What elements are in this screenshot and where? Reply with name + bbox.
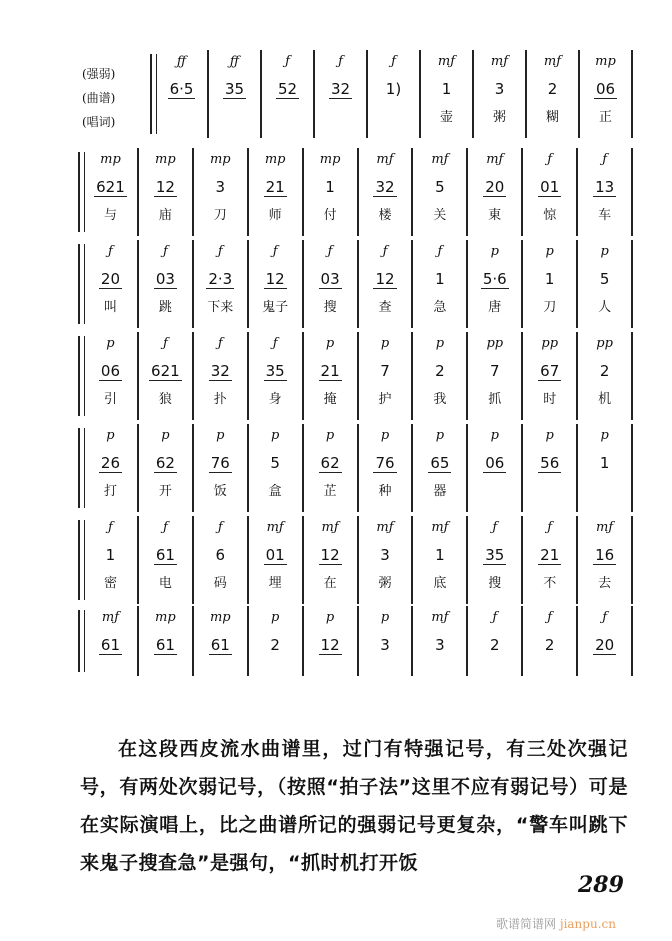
note-numbers: 12	[320, 636, 340, 654]
dynamic-mark: pp	[486, 336, 504, 351]
measure	[139, 606, 194, 676]
lyric: 掩	[323, 392, 337, 407]
lyric: 关	[433, 208, 447, 223]
lyric: 底	[433, 576, 447, 591]
note-numbers: 76	[210, 454, 230, 472]
measure	[249, 332, 304, 420]
measure	[523, 606, 578, 676]
row-labels	[82, 62, 148, 134]
measure	[304, 424, 359, 512]
dynamic-mark: ƒ	[391, 54, 396, 69]
note-numbers: 621	[151, 362, 180, 380]
watermark	[496, 915, 616, 932]
measure	[413, 606, 468, 676]
dynamic-mark: mƒ	[376, 520, 394, 535]
note-numbers: 1	[325, 178, 335, 196]
dynamic-mark: mƒ	[486, 152, 504, 167]
measure	[139, 148, 194, 236]
measure	[413, 516, 468, 604]
measure	[262, 50, 315, 138]
measure	[359, 424, 414, 512]
lyric: 叫	[103, 300, 117, 315]
measure	[139, 516, 194, 604]
measure	[194, 332, 249, 420]
measure	[359, 240, 414, 328]
measure	[359, 516, 414, 604]
lyric: 查	[378, 300, 392, 315]
measure	[468, 516, 523, 604]
note-numbers: 03	[320, 270, 340, 288]
staff-row	[78, 148, 633, 236]
dynamic-mark: ƒ	[162, 520, 168, 535]
lyric: 去	[598, 576, 612, 591]
lyric: 时	[543, 392, 557, 407]
watermark-text: 歌谱简谱网	[496, 917, 557, 931]
note-numbers: 5	[599, 270, 610, 288]
dynamic-mark: p	[271, 428, 280, 443]
note-numbers: 13	[595, 178, 615, 196]
label-dynamics: (强弱)	[82, 67, 116, 81]
note-numbers: 32	[210, 362, 230, 380]
note-numbers: 2	[547, 80, 558, 98]
dynamic-mark: p	[380, 428, 390, 443]
dynamic-mark: ƒ	[602, 152, 608, 167]
note-numbers: 35	[265, 362, 285, 380]
dynamic-mark: ƒ	[437, 244, 443, 259]
lyric: 急	[433, 300, 447, 315]
measure	[139, 240, 194, 328]
note-numbers: 35	[485, 546, 505, 564]
paragraph-text: 在这段西皮流水曲谱里，过门有特强记号，有三处次强记号，有两处次弱记号，（按照“拍子法”这里不应有弱记号）可是在实际演唱上，比之曲谱所记的强弱记号更复杂，“警车叫跳下来鬼子搜查急”是强句，“抓时机打开饭	[80, 738, 628, 874]
measure	[578, 240, 633, 328]
note-numbers: 1	[599, 454, 610, 472]
measure	[249, 516, 304, 604]
measure	[413, 424, 468, 512]
note-numbers: 20	[100, 270, 120, 288]
measure	[194, 148, 249, 236]
measure	[249, 148, 304, 236]
note-numbers: 32	[375, 178, 395, 196]
note-numbers: 12	[265, 270, 285, 288]
note-numbers: 61	[155, 546, 175, 564]
lyric: 扑	[213, 392, 227, 407]
measure	[249, 240, 304, 328]
dynamic-mark: p	[600, 244, 609, 259]
note-numbers: 62	[320, 454, 340, 472]
lyric: 下来	[207, 300, 234, 315]
dynamic-mark: mƒ	[543, 54, 562, 69]
note-numbers: 5·6	[482, 270, 507, 288]
page-number: 289	[578, 872, 624, 898]
lyric: 糊	[545, 110, 559, 125]
note-numbers: 3	[215, 178, 226, 196]
measure	[359, 332, 414, 420]
dynamic-mark: ƒ	[327, 244, 333, 259]
measure	[468, 424, 523, 512]
dynamic-mark: mƒ	[596, 520, 614, 535]
dynamic-mark: mp	[595, 54, 616, 69]
lyric: 机	[598, 392, 612, 407]
dynamic-mark: p	[545, 244, 554, 259]
note-numbers: 16	[595, 546, 615, 564]
note-numbers: 21	[320, 362, 340, 380]
measure	[209, 50, 262, 138]
note-numbers: 3	[435, 636, 445, 654]
dynamic-mark: ƒ	[492, 610, 498, 625]
note-numbers: 61	[210, 636, 230, 654]
note-numbers: 3	[380, 636, 390, 654]
measure	[304, 240, 359, 328]
lyric: 刀	[543, 300, 557, 315]
measure	[468, 332, 523, 420]
note-numbers: 76	[375, 454, 395, 472]
lyric: 東	[488, 208, 502, 223]
label-lyrics: (唱词)	[82, 115, 116, 129]
measure	[249, 606, 304, 676]
note-numbers: 2	[435, 362, 445, 380]
body-paragraph	[80, 730, 628, 882]
measure	[578, 516, 633, 604]
note-numbers: 01	[540, 178, 560, 196]
measure	[84, 148, 139, 236]
dynamic-mark: p	[545, 428, 554, 443]
lyric: 壶	[439, 110, 453, 125]
note-numbers: 7	[380, 362, 390, 380]
note-numbers: 06	[485, 454, 505, 472]
note-numbers: 52	[277, 80, 298, 98]
dynamic-mark: ƒ	[285, 54, 290, 69]
measure	[368, 50, 421, 138]
dynamic-mark: mƒ	[321, 520, 339, 535]
note-numbers: 3	[380, 546, 390, 564]
measure	[474, 50, 527, 138]
lyric: 狼	[158, 392, 172, 407]
lyric: 粥	[378, 576, 392, 591]
measure	[413, 332, 468, 420]
measure	[194, 240, 249, 328]
note-numbers: 1	[435, 546, 445, 564]
dynamic-mark: ƒƒ	[176, 54, 187, 69]
note-numbers: 61	[100, 636, 120, 654]
dynamic-mark: p	[325, 336, 335, 351]
note-numbers: 3	[494, 80, 505, 98]
lyric: 跳	[158, 300, 172, 315]
dynamic-mark: pp	[541, 336, 559, 351]
measure	[84, 240, 139, 328]
note-numbers: 1	[105, 546, 116, 564]
measure	[578, 606, 633, 676]
note-numbers: 5	[435, 178, 445, 196]
dynamic-mark: p	[490, 244, 499, 259]
note-numbers: 62	[155, 454, 175, 472]
dynamic-mark: p	[216, 428, 225, 443]
measure	[523, 516, 578, 604]
lyric: 饭	[213, 484, 227, 499]
note-numbers: 06	[100, 362, 120, 380]
measure	[580, 50, 633, 138]
dynamic-mark: ƒ	[602, 610, 608, 625]
dynamic-mark: ƒ	[547, 610, 553, 625]
lyric: 埋	[268, 576, 282, 591]
staff-row	[78, 424, 633, 512]
lyric: 与	[103, 208, 117, 223]
lyric: 庙	[158, 208, 172, 223]
dynamic-mark: p	[435, 428, 445, 443]
watermark-domain: jianpu.cn	[559, 917, 616, 931]
dynamic-mark: ƒƒ	[229, 54, 240, 69]
note-numbers: 1	[435, 270, 445, 288]
lyric: 在	[323, 576, 337, 591]
dynamic-mark: p	[380, 610, 390, 625]
dynamic-mark: mp	[209, 610, 231, 625]
note-numbers: 65	[430, 454, 450, 472]
lyric: 芷	[323, 484, 337, 499]
measure	[359, 148, 414, 236]
lyric: 打	[103, 484, 117, 499]
dynamic-mark: ƒ	[547, 152, 553, 167]
measure	[578, 424, 633, 512]
lyric: 开	[158, 484, 172, 499]
note-numbers: 35	[224, 80, 245, 98]
measure	[304, 516, 359, 604]
note-numbers: 26	[100, 454, 120, 472]
measure	[578, 332, 633, 420]
dynamic-mark: p	[106, 428, 115, 443]
dynamic-mark: ƒ	[108, 520, 113, 535]
dynamic-mark: p	[106, 336, 115, 351]
lyric: 电	[158, 576, 172, 591]
lyric: 护	[378, 392, 392, 407]
dynamic-mark: mƒ	[431, 610, 449, 625]
measure	[194, 516, 249, 604]
dynamic-mark: p	[325, 428, 335, 443]
note-numbers: 5	[270, 454, 280, 472]
note-numbers: 2	[490, 636, 500, 654]
dynamic-mark: mp	[155, 152, 176, 167]
measure	[413, 240, 468, 328]
note-numbers: 12	[320, 546, 340, 564]
note-numbers: 2·3	[208, 270, 233, 288]
lyric: 身	[268, 392, 282, 407]
measure	[194, 606, 249, 676]
lyric: 鬼子	[262, 300, 289, 315]
lyric: 师	[268, 208, 282, 223]
lyric: 粥	[492, 110, 506, 125]
dynamic-mark: ƒ	[338, 54, 343, 69]
dynamic-mark: mƒ	[431, 520, 449, 535]
lyric: 抓	[488, 392, 502, 407]
note-numbers: 6·5	[169, 80, 194, 98]
measure	[249, 424, 304, 512]
dynamic-mark: ƒ	[272, 336, 278, 351]
measure	[421, 50, 474, 138]
lyric: 器	[433, 484, 447, 499]
staff-row	[78, 606, 633, 676]
note-numbers: 6	[215, 546, 226, 564]
note-numbers: 06	[595, 80, 616, 98]
note-numbers: 20	[595, 636, 615, 654]
dynamic-mark: p	[380, 336, 390, 351]
note-numbers: 2	[270, 636, 280, 654]
note-numbers: 7	[490, 362, 500, 380]
lyric: 唐	[488, 300, 502, 315]
note-numbers: 1	[544, 270, 555, 288]
staff-row	[78, 332, 633, 420]
dynamic-mark: mƒ	[431, 152, 449, 167]
measure	[359, 606, 414, 676]
note-numbers: 1)	[385, 80, 402, 98]
measure	[139, 424, 194, 512]
dynamic-mark: p	[490, 428, 499, 443]
lyric: 人	[598, 300, 612, 315]
note-numbers: 61	[155, 636, 175, 654]
dynamic-mark: ƒ	[108, 244, 113, 259]
note-numbers: 621	[96, 178, 125, 196]
note-numbers: 56	[540, 454, 560, 472]
dynamic-mark: mp	[100, 152, 121, 167]
dynamic-mark: mƒ	[490, 54, 509, 69]
measure	[84, 332, 139, 420]
measure	[304, 148, 359, 236]
measure	[194, 424, 249, 512]
note-numbers: 21	[540, 546, 560, 564]
measure	[304, 606, 359, 676]
lyric: 搜	[323, 300, 337, 315]
dynamic-mark: ƒ	[217, 336, 223, 351]
label-notation: (曲谱)	[82, 91, 116, 105]
lyric: 楼	[378, 208, 392, 223]
lyric: 正	[598, 110, 612, 125]
dynamic-mark: mp	[155, 610, 176, 625]
dynamic-mark: pp	[596, 336, 613, 351]
dynamic-mark: ƒ	[492, 520, 498, 535]
measure	[84, 424, 139, 512]
dynamic-mark: p	[271, 610, 280, 625]
staff-row	[78, 240, 633, 328]
note-numbers: 67	[540, 362, 560, 380]
note-numbers: 32	[330, 80, 351, 98]
staff-row	[150, 50, 633, 138]
lyric: 我	[433, 392, 447, 407]
measure	[304, 332, 359, 420]
dynamic-mark: ƒ	[382, 244, 388, 259]
lyric: 盒	[268, 484, 282, 499]
lyric: 惊	[543, 208, 557, 223]
measure	[156, 50, 209, 138]
dynamic-mark: ƒ	[217, 244, 223, 259]
measure	[315, 50, 368, 138]
lyric: 引	[103, 392, 117, 407]
dynamic-mark: mp	[319, 152, 341, 167]
measure	[578, 148, 633, 236]
lyric: 刀	[213, 208, 227, 223]
measure	[468, 240, 523, 328]
measure	[139, 332, 194, 420]
lyric: 车	[598, 208, 612, 223]
note-numbers: 12	[155, 178, 175, 196]
lyric: 密	[103, 576, 117, 591]
measure	[413, 148, 468, 236]
measure	[523, 332, 578, 420]
note-numbers: 12	[375, 270, 395, 288]
measure	[84, 606, 139, 676]
measure	[523, 424, 578, 512]
dynamic-mark: p	[161, 428, 170, 443]
measure	[84, 516, 139, 604]
staff-row	[78, 516, 633, 604]
dynamic-mark: ƒ	[272, 244, 278, 259]
note-numbers: 20	[485, 178, 505, 196]
note-numbers: 03	[155, 270, 175, 288]
measure	[527, 50, 580, 138]
dynamic-mark: p	[435, 336, 445, 351]
dynamic-mark: mp	[209, 152, 231, 167]
dynamic-mark: mƒ	[437, 54, 456, 69]
note-numbers: 2	[544, 636, 555, 654]
note-numbers: 21	[265, 178, 285, 196]
dynamic-mark: ƒ	[162, 244, 168, 259]
measure	[468, 148, 523, 236]
lyric: 不	[543, 576, 557, 591]
dynamic-mark: mp	[264, 152, 286, 167]
lyric: 码	[213, 576, 227, 591]
note-numbers: 1	[441, 80, 452, 98]
dynamic-mark: mƒ	[266, 520, 284, 535]
dynamic-mark: ƒ	[547, 520, 553, 535]
note-numbers: 01	[265, 546, 285, 564]
dynamic-mark: mƒ	[376, 152, 394, 167]
lyric: 种	[378, 484, 392, 499]
dynamic-mark: ƒ	[162, 336, 168, 351]
dynamic-mark: mƒ	[101, 610, 120, 625]
measure	[523, 148, 578, 236]
lyric: 付	[323, 208, 337, 223]
lyric: 搜	[488, 576, 502, 591]
dynamic-mark: p	[600, 428, 609, 443]
dynamic-mark: ƒ	[217, 520, 223, 535]
dynamic-mark: p	[325, 610, 335, 625]
measure	[523, 240, 578, 328]
note-numbers: 2	[599, 362, 610, 380]
measure	[468, 606, 523, 676]
